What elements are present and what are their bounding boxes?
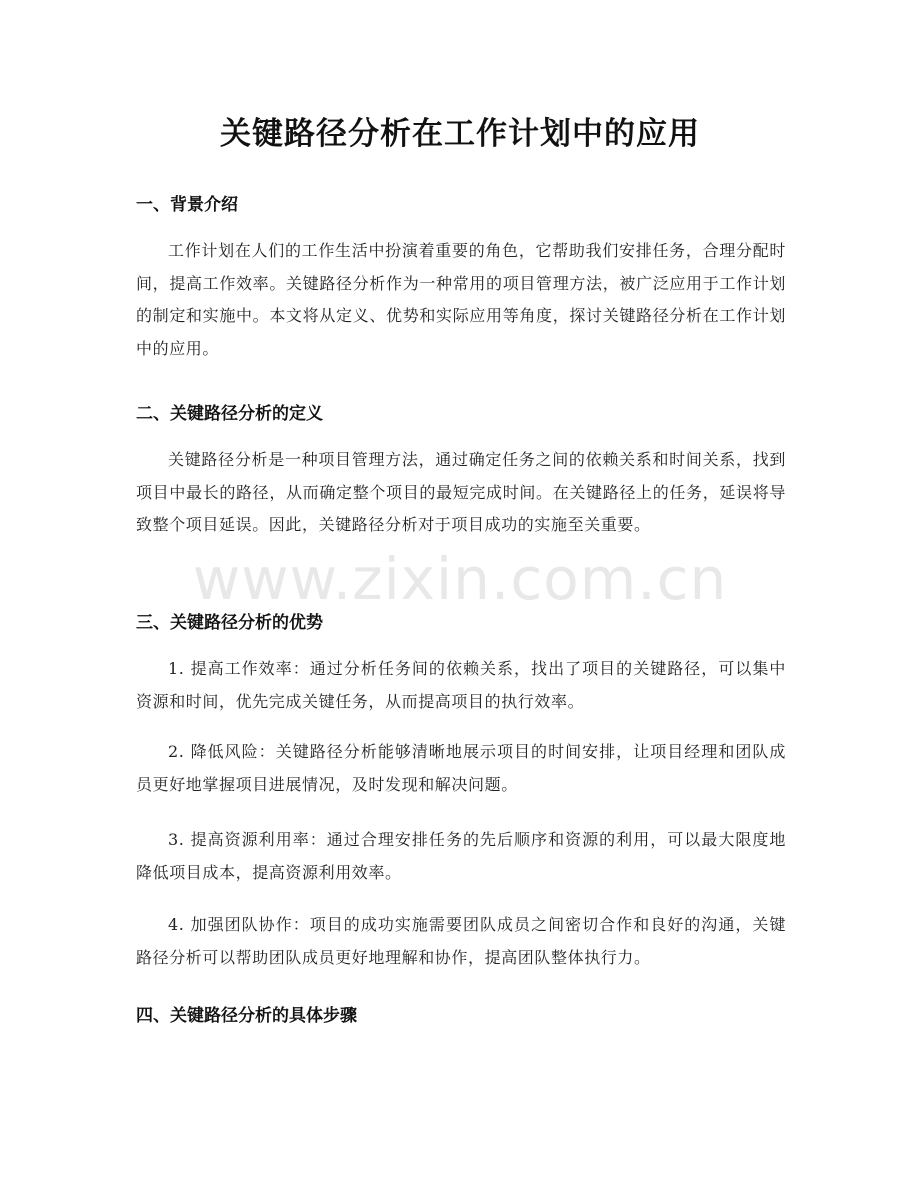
paragraph-background: 工作计划在人们的工作生活中扮演着重要的角色，它帮助我们安排任务，合理分配时间，提高工作效率。关键路径分析作为一种常用的项目管理方法，被广泛应用于工作计划的制定和实施中。本文将从定义、优势和实际应用等角度，探讨关键路径分析在工作计划中的应用。 bbox=[136, 241, 786, 358]
section-heading-steps: 四、关键路径分析的具体步骤 bbox=[136, 1006, 357, 1026]
section-heading-background: 一、背景介绍 bbox=[136, 195, 238, 215]
paragraph-definition: 关键路径分析是一种项目管理方法，通过确定任务之间的依赖关系和时间关系，找到项目中最长的路径，从而确定整个项目的最短完成时间。在关键路径上的任务，延误将导致整个项目延误。因此，关键路径分析对于项目成功的实施至关重要。 bbox=[136, 450, 786, 534]
document-title: 关键路径分析在工作计划中的应用 bbox=[220, 116, 700, 152]
list-item-advantage-3: 3. 提高资源利用率：通过合理安排任务的先后顺序和资源的利用，可以最大限度地降低项目成本，提高资源利用效率。 bbox=[136, 830, 786, 882]
list-item-advantage-4: 4. 加强团队协作：项目的成功实施需要团队成员之间密切合作和良好的沟通，关键路径分析可以帮助团队成员更好地理解和协作，提高团队整体执行力。 bbox=[136, 915, 786, 967]
section-heading-advantages: 三、关键路径分析的优势 bbox=[136, 613, 323, 633]
watermark: www.zixin.com.cn bbox=[192, 545, 728, 613]
list-item-advantage-2: 2. 降低风险：关键路径分析能够清晰地展示项目的时间安排，让项目经理和团队成员更好地掌握项目进展情况，及时发现和解决问题。 bbox=[136, 742, 786, 794]
list-item-advantage-1: 1. 提高工作效率：通过分析任务间的依赖关系，找出了项目的关键路径，可以集中资源和时间，优先完成关键任务，从而提高项目的执行效率。 bbox=[136, 659, 786, 711]
section-heading-definition: 二、关键路径分析的定义 bbox=[136, 404, 323, 424]
